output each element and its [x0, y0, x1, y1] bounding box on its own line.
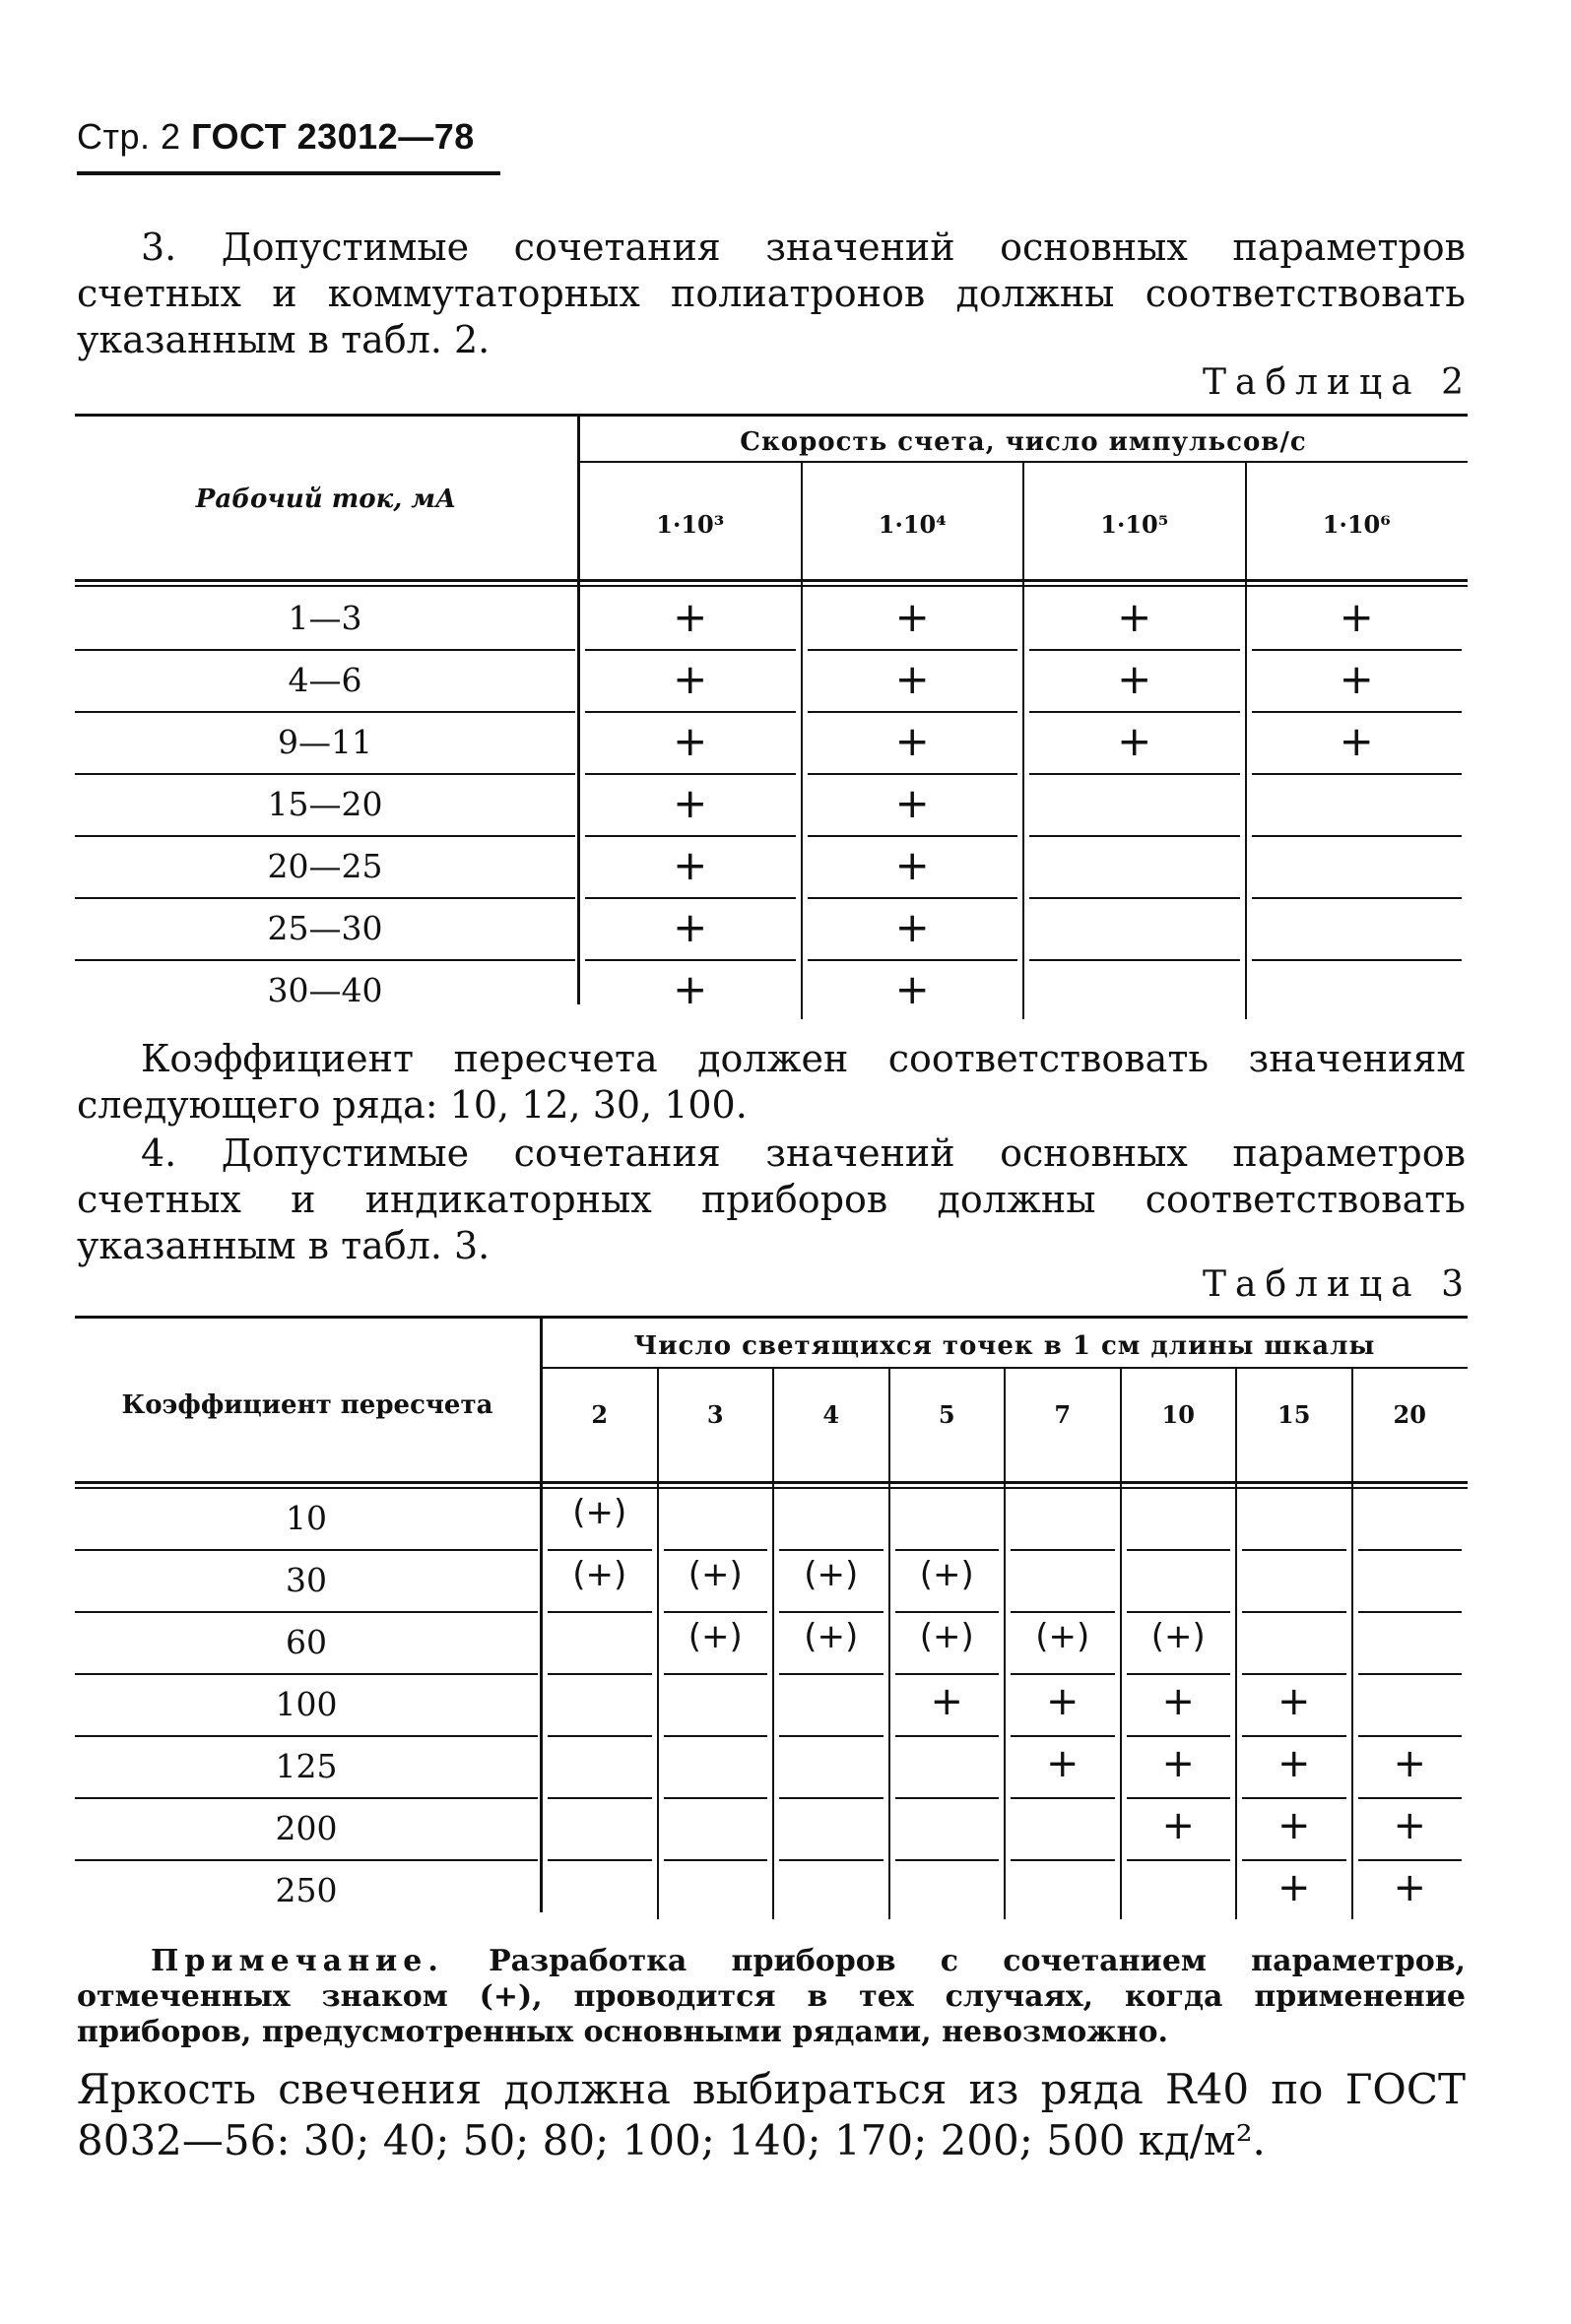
table2-cell-mark: + [673, 965, 708, 1013]
table-3-top-rule [75, 1316, 1468, 1319]
table2-cell-mark: + [1339, 593, 1374, 641]
table2-row-label: 30—40 [267, 971, 383, 1009]
table2-row-label: 4—6 [288, 661, 362, 699]
paragraph-brightness: Яркость свечения должна выбираться из ряда R40 по ГОСТ 8032—56: 30; 40; 50; 80; 100; 140; 170; 200; 500 кд/м². [77, 2065, 1466, 2164]
table-2-group-header: Скорость счета, число импульсов/с [740, 427, 1307, 457]
table-3-header-rule [75, 1481, 1468, 1484]
table3-cell-mark: + [1276, 1679, 1311, 1724]
table-3 [75, 1316, 1468, 1926]
paragraph-coefficient: Коэффициент пересчета должен соответствовать значениям следующего ряда: 10, 12, 30, 100. [77, 1037, 1466, 1127]
table2-col-header: 1·10⁴ [878, 510, 947, 539]
table3-cell-mark: + [1161, 1679, 1195, 1724]
table2-cell-mark: + [673, 779, 708, 827]
table3-cell-mark: + [1045, 1741, 1080, 1786]
table2-row-rule [75, 773, 575, 775]
table3-cell-rule [664, 1797, 768, 1799]
table2-cell-mark: + [673, 841, 708, 889]
table3-row-label: 100 [275, 1685, 338, 1723]
table3-col-header: 3 [706, 1400, 724, 1429]
table3-cell-rule [1242, 1859, 1346, 1861]
table2-row-rule [75, 835, 575, 837]
table3-cell-rule [1242, 1549, 1346, 1551]
table3-col-header: 5 [938, 1400, 955, 1429]
table2-cell-rule [808, 897, 1018, 899]
table2-row-rule [75, 959, 575, 961]
table3-col-header: 20 [1393, 1400, 1426, 1429]
table2-cell-mark: + [1117, 717, 1152, 765]
table3-row-label: 250 [275, 1871, 338, 1909]
table3-cell-rule [1127, 1735, 1231, 1737]
table3-cell-mark: (+) [1035, 1617, 1090, 1656]
table3-cell-mark: (+) [687, 1555, 743, 1594]
table-2-header-rule-2 [75, 585, 1468, 587]
table3-cell-rule [1127, 1797, 1231, 1799]
table3-cell-mark: (+) [572, 1555, 627, 1594]
table3-cell-mark: + [1393, 1865, 1426, 1910]
table2-row-label: 20—25 [267, 847, 383, 885]
table2-cell-rule [808, 649, 1018, 651]
table2-cell-rule [1252, 773, 1463, 775]
table3-cell-rule [779, 1549, 884, 1551]
table3-cell-rule [664, 1549, 768, 1551]
table3-row-label: 60 [286, 1623, 327, 1661]
table-2 [75, 414, 1468, 1024]
table2-cell-mark: + [894, 717, 930, 765]
table2-cell-mark: + [1117, 593, 1152, 641]
table3-cell-mark: (+) [572, 1493, 627, 1532]
table-3-note [77, 1944, 1466, 2050]
table3-cell-rule [664, 1673, 768, 1675]
table3-cell-rule [1358, 1735, 1463, 1737]
header-rule [77, 171, 500, 175]
table2-cell-rule [1252, 897, 1463, 899]
table2-cell-rule [808, 835, 1018, 837]
table2-cell-mark: + [673, 655, 708, 703]
table2-cell-mark: + [894, 903, 930, 951]
table3-cell-rule [1358, 1859, 1463, 1861]
table-2-header-rule [75, 579, 1468, 582]
table3-cell-rule [1011, 1549, 1115, 1551]
page-label: Стр. 2 [77, 116, 181, 157]
table3-cell-rule [1011, 1735, 1115, 1737]
table3-cell-mark: (+) [919, 1617, 974, 1656]
table2-cell-mark: + [1117, 655, 1152, 703]
table3-row-label: 200 [275, 1809, 338, 1847]
table3-row-label: 30 [286, 1561, 327, 1599]
table2-cell-rule [585, 897, 796, 899]
table3-col-header: 7 [1054, 1400, 1072, 1429]
table3-cell-rule [548, 1859, 652, 1861]
table3-cell-mark: + [1393, 1803, 1426, 1848]
table3-cell-rule [1127, 1673, 1231, 1675]
table2-cell-rule [1029, 711, 1240, 713]
table3-col-header: 2 [591, 1400, 609, 1429]
table2-cell-rule [808, 773, 1018, 775]
table2-cell-rule [585, 649, 796, 651]
table2-cell-rule [808, 711, 1018, 713]
table-3-caption: Таблица 3 [1203, 1264, 1473, 1305]
paragraph-3: 3. Допустимые сочетания значений основных параметров счетных и коммутаторных полиатронов должны соответствовать указанным в табл. 2. [77, 226, 1466, 361]
table2-cell-rule [1029, 835, 1240, 837]
table3-cell-rule [895, 1859, 1000, 1861]
table3-cell-mark: + [1161, 1803, 1195, 1848]
table3-cell-mark: (+) [1150, 1617, 1206, 1656]
table3-cell-rule [1127, 1549, 1231, 1551]
table2-cell-mark: + [894, 841, 930, 889]
table2-cell-mark: + [673, 903, 708, 951]
table2-row-label: 1—3 [288, 599, 362, 637]
table2-cell-rule [1029, 773, 1240, 775]
table2-cell-mark: + [1339, 717, 1374, 765]
table3-row-rule [75, 1859, 538, 1861]
table2-cell-mark: + [894, 779, 930, 827]
table3-cell-mark: (+) [919, 1555, 974, 1594]
table3-cell-rule [1127, 1611, 1231, 1613]
table3-cell-rule [895, 1673, 1000, 1675]
table-3-row-header: Коэффициент пересчета [121, 1390, 493, 1420]
table3-cell-mark: (+) [804, 1617, 859, 1656]
table2-cell-mark: + [1339, 655, 1374, 703]
table3-cell-mark: + [1393, 1741, 1426, 1786]
table2-cell-rule [1252, 959, 1463, 961]
table3-row-rule [75, 1797, 538, 1799]
table3-cell-rule [548, 1797, 652, 1799]
table2-col-header: 1·10⁵ [1100, 510, 1169, 539]
table2-cell-rule [585, 711, 796, 713]
table3-cell-mark: + [1045, 1679, 1080, 1724]
table3-cell-rule [895, 1735, 1000, 1737]
table3-cell-rule [1127, 1859, 1231, 1861]
page-header [77, 116, 475, 158]
table2-cell-rule [808, 959, 1018, 961]
table2-col-header: 1·10³ [656, 510, 725, 539]
table3-col-header: 15 [1277, 1400, 1311, 1429]
table3-cell-rule [895, 1611, 1000, 1613]
table2-cell-mark: + [673, 717, 708, 765]
table2-col-header: 1·10⁶ [1322, 510, 1391, 539]
table3-col-header: 4 [822, 1400, 840, 1429]
table3-cell-rule [1011, 1673, 1115, 1675]
table2-cell-rule [1029, 897, 1240, 899]
table3-cell-rule [548, 1735, 652, 1737]
table3-cell-rule [779, 1797, 884, 1799]
table-2-row-header: Рабочий ток, мА [195, 484, 457, 514]
table3-cell-rule [548, 1673, 652, 1675]
table3-cell-rule [664, 1611, 768, 1613]
table2-row-label: 25—30 [267, 909, 383, 947]
table2-cell-rule [1252, 711, 1463, 713]
table3-col-header: 10 [1161, 1400, 1195, 1429]
table2-cell-rule [1029, 959, 1240, 961]
table3-cell-mark: + [1276, 1741, 1311, 1786]
paragraph-4: 4. Допустимые сочетания значений основных параметров счетных и индикаторных приборов должны соответствовать указанным в табл. 3. [77, 1131, 1466, 1267]
table3-cell-rule [895, 1797, 1000, 1799]
table3-cell-rule [895, 1549, 1000, 1551]
table3-cell-rule [779, 1735, 884, 1737]
note-text: Разработка приборов с сочетанием параметров, отмеченных знаком (+), проводится в тех случаях, когда применение приборов, предусмотренных основными рядами, невозможно. [77, 1944, 1466, 2049]
table2-row-label: 9—11 [278, 723, 372, 761]
table3-cell-rule [779, 1673, 884, 1675]
table2-row-rule [75, 897, 575, 899]
table3-cell-rule [664, 1859, 768, 1861]
table3-cell-rule [664, 1735, 768, 1737]
table3-cell-rule [1242, 1797, 1346, 1799]
table-3-header-rule-2 [75, 1487, 1468, 1489]
table3-cell-rule [548, 1549, 652, 1551]
table3-cell-rule [1242, 1611, 1346, 1613]
table3-cell-rule [1358, 1611, 1463, 1613]
table2-cell-rule [585, 959, 796, 961]
table2-cell-rule [1252, 835, 1463, 837]
table2-cell-mark: + [894, 965, 930, 1013]
table3-cell-rule [1358, 1673, 1463, 1675]
table2-cell-mark: + [894, 655, 930, 703]
table2-row-rule [75, 711, 575, 713]
table3-cell-rule [1242, 1735, 1346, 1737]
table3-cell-rule [1358, 1797, 1463, 1799]
table3-cell-rule [1011, 1859, 1115, 1861]
table-2-top-rule [75, 414, 1468, 417]
table3-cell-mark: + [1161, 1741, 1195, 1786]
table3-cell-rule [548, 1611, 652, 1613]
table3-cell-rule [1011, 1611, 1115, 1613]
table2-cell-rule [585, 835, 796, 837]
table3-cell-mark: (+) [804, 1555, 859, 1594]
table2-cell-rule [585, 773, 796, 775]
table-3-group-header: Число светящихся точек в 1 см длины шкалы [633, 1331, 1376, 1361]
table2-cell-rule [1252, 649, 1463, 651]
gost-number: ГОСТ 23012—78 [191, 116, 475, 157]
table3-cell-mark: + [930, 1679, 963, 1724]
table3-cell-rule [1242, 1673, 1346, 1675]
table3-row-label: 10 [286, 1499, 327, 1537]
table3-row-label: 125 [275, 1747, 338, 1785]
table2-row-label: 15—20 [267, 785, 383, 823]
table3-cell-mark: + [1276, 1803, 1311, 1848]
table2-cell-mark: + [673, 593, 708, 641]
table2-row-rule [75, 649, 575, 651]
table3-cell-rule [779, 1611, 884, 1613]
table3-row-rule [75, 1673, 538, 1675]
table3-row-rule [75, 1611, 538, 1613]
table2-cell-rule [1029, 649, 1240, 651]
table3-cell-rule [1011, 1797, 1115, 1799]
table3-cell-mark: + [1276, 1865, 1311, 1910]
table2-cell-mark: + [894, 593, 930, 641]
table3-cell-mark: (+) [687, 1617, 743, 1656]
table-2-caption: Таблица 2 [1203, 362, 1473, 403]
table3-cell-rule [1358, 1549, 1463, 1551]
table3-row-rule [75, 1735, 538, 1737]
note-label: Примечание. [151, 1944, 444, 1978]
table3-cell-rule [779, 1859, 884, 1861]
table3-row-rule [75, 1549, 538, 1551]
